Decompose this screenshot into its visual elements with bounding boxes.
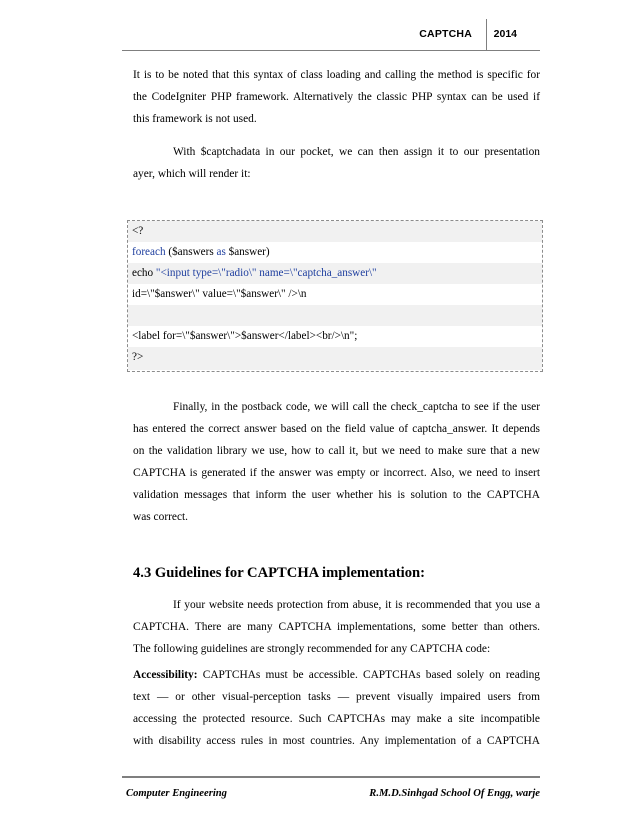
code-line-6 xyxy=(128,326,542,347)
code-keyword: foreach xyxy=(132,246,166,258)
code-line-3 xyxy=(128,263,542,284)
text-line: on the validation library we use, how to call it, but we need to make sure that a new xyxy=(133,445,540,457)
text-line xyxy=(133,664,540,686)
footer-institution: R.M.D.Sinhgad School Of Engg, warje xyxy=(369,788,540,799)
code-text: id=\"$answer\" value=\"$answer\" />\n xyxy=(132,288,307,300)
header-year: 2014 xyxy=(493,28,517,40)
code-keyword: as xyxy=(216,246,226,258)
text-line: With $captchadata in our pocket, we can then assign it to our presentation xyxy=(173,146,540,158)
text-line: has entered the correct answer based on the field value of captcha_answer. It depends xyxy=(133,423,540,435)
accessibility-label: Accessibility: xyxy=(133,669,198,681)
code-line-7 xyxy=(128,347,542,370)
text-line: CAPTCHA is generated if the answer was empty or incorrect. Also, we need to insert xyxy=(133,467,540,479)
code-string: "<input type=\"radio\" name=\"captcha_answer\" xyxy=(155,267,377,279)
text-line: ayer, which will render it: xyxy=(133,168,251,180)
header-title: CAPTCHA xyxy=(419,28,472,40)
text-line: If your website needs protection from abuse, it is recommended that you use a xyxy=(173,599,540,611)
text-line: the CodeIgniter PHP framework. Alternatively the classic PHP syntax can be used if xyxy=(133,91,540,103)
code-text: ?> xyxy=(132,351,144,363)
code-text: ($answers xyxy=(165,246,217,258)
text-line: Finally, in the postback code, we will call the check_captcha to see if the user xyxy=(173,401,540,413)
section-heading: 4.3 Guidelines for CAPTCHA implementation: xyxy=(133,565,426,581)
text-line: was correct. xyxy=(133,511,189,523)
code-line-2 xyxy=(128,242,542,263)
code-text: $answer) xyxy=(225,246,270,258)
paragraph-captchadata xyxy=(133,141,540,185)
text-line: CAPTCHA. There are many CAPTCHA implementations, some better than others. xyxy=(133,621,540,633)
text-line: text — or other visual-perception tasks — prevent visually impaired users from xyxy=(133,691,540,703)
text-line: accessing the protected resource. Such CAPTCHAs may make a site incompatible xyxy=(133,713,540,725)
code-text: <label for=\"$answer\">$answer</label><br/>\n"; xyxy=(132,330,358,342)
code-line-5 xyxy=(128,305,542,326)
header-separator xyxy=(486,19,488,51)
code-line-4 xyxy=(128,284,542,305)
code-line-1 xyxy=(128,221,542,242)
page-header xyxy=(122,19,540,51)
paragraph-guidelines-intro xyxy=(133,594,540,660)
text-line: this framework is not used. xyxy=(133,113,257,125)
footer-department: Computer Engineering xyxy=(126,788,227,799)
footer-rule xyxy=(122,776,540,778)
text-line: validation messages that inform the user whether his is solution to the CAPTCHA xyxy=(133,489,540,501)
text-span: CAPTCHAs must be accessible. CAPTCHAs based solely on reading xyxy=(197,669,540,681)
text-line: The following guidelines are strongly recommended for any CAPTCHA code: xyxy=(133,643,491,655)
paragraph-class-loading xyxy=(133,64,540,130)
code-block xyxy=(127,220,543,372)
text-line: It is to be noted that this syntax of class loading and calling the method is specific for xyxy=(133,69,540,81)
code-text: echo xyxy=(132,267,156,279)
code-text: <? xyxy=(132,225,144,237)
header-rule xyxy=(122,50,540,51)
paragraph-postback xyxy=(133,396,540,528)
paragraph-accessibility xyxy=(133,664,540,752)
text-line: with disability access rules in most countries. Any implementation of a CAPTCHA xyxy=(133,735,540,747)
